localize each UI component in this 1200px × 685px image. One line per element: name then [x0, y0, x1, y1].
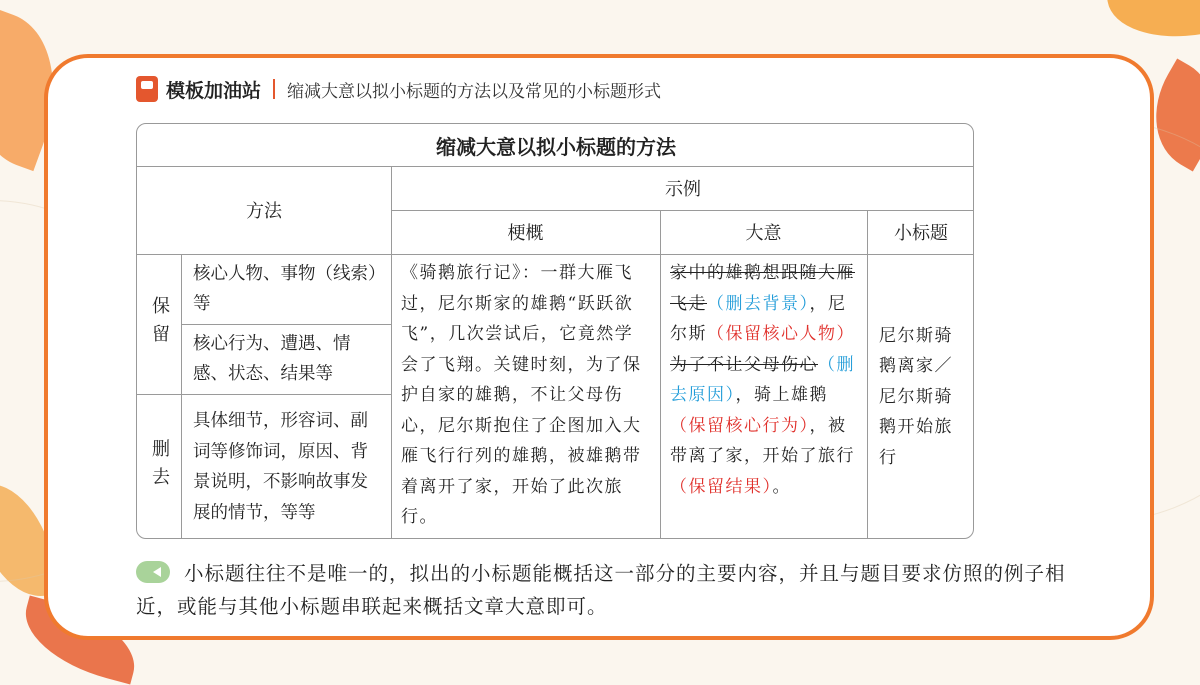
annotation-keep: （保留结果） — [670, 476, 773, 497]
table-title: 缩减大意以拟小标题的方法 — [436, 134, 676, 159]
example-header: 示例 — [665, 179, 701, 200]
subtitle-header: 小标题 — [894, 223, 948, 244]
subtitle-cell: 尼尔斯骑鹅离家／尼尔斯骑鹅开始旅行 — [879, 325, 953, 468]
speaker-icon — [136, 561, 170, 583]
fuel-pump-icon — [136, 76, 158, 102]
summary-header: 梗概 — [507, 223, 544, 244]
keep-item-1: 核心人物、事物（线索）等 — [193, 263, 377, 314]
section-header — [136, 74, 661, 104]
struck-text: 家中的雄鹅想跟随大雁飞走 — [670, 263, 855, 314]
method-table — [136, 123, 974, 539]
annotation-keep: （保留核心行为） — [670, 415, 810, 436]
summary-cell: 《骑鹅旅行记》：一群大雁飞过，尼尔斯家的雄鹅“跃跃欲飞”，几次尝试后，它竟然学会了飞翔。关键时刻，为了保护自家的雄鹅，不让父母伤心，尼尔斯抱住了企图加入大雁飞行行列的雄鹅，被雄鹅带着离开了家，开始了此次旅行。 — [401, 263, 642, 527]
main-idea-cell: 家中的雄鹅想跟随大雁飞走（删去背景），尼尔斯（保留核心人物）为了不让父母伤心（删去原因），骑上雄鹅（保留核心行为），被带离了家，开始了旅行（保留结果）。 — [670, 263, 855, 497]
delete-label: 删去 — [149, 439, 170, 495]
keep-item-2: 核心行为、遭遇、情感、状态、结果等 — [193, 333, 351, 384]
decorative-leaf — [1106, 0, 1200, 49]
struck-text: 为了不让父母伤心 — [670, 354, 818, 375]
keep-label: 保留 — [149, 296, 170, 352]
delete-item: 具体细节，形容词、副词等修饰词，原因、背景说明，不影响故事发展的情节，等等 — [193, 411, 368, 523]
section-subtitle: 缩减大意以拟小标题的方法以及常见的小标题形式 — [287, 81, 662, 102]
section-title: 模板加油站 — [166, 79, 262, 102]
tip-note: 小标题往往不是唯一的，拟出的小标题能概括这一部分的主要内容，并且与题目要求仿照的例子相近，或能与其他小标题串联起来概括文章大意即可。 — [136, 562, 1066, 618]
divider — [273, 79, 275, 99]
annotation-keep: （保留核心人物） — [707, 324, 855, 344]
annotation-delete: （删去原因） — [670, 354, 855, 405]
method-header: 方法 — [246, 201, 282, 222]
main-idea-header: 大意 — [745, 223, 782, 244]
annotation-delete: （删去背景） — [707, 293, 810, 314]
